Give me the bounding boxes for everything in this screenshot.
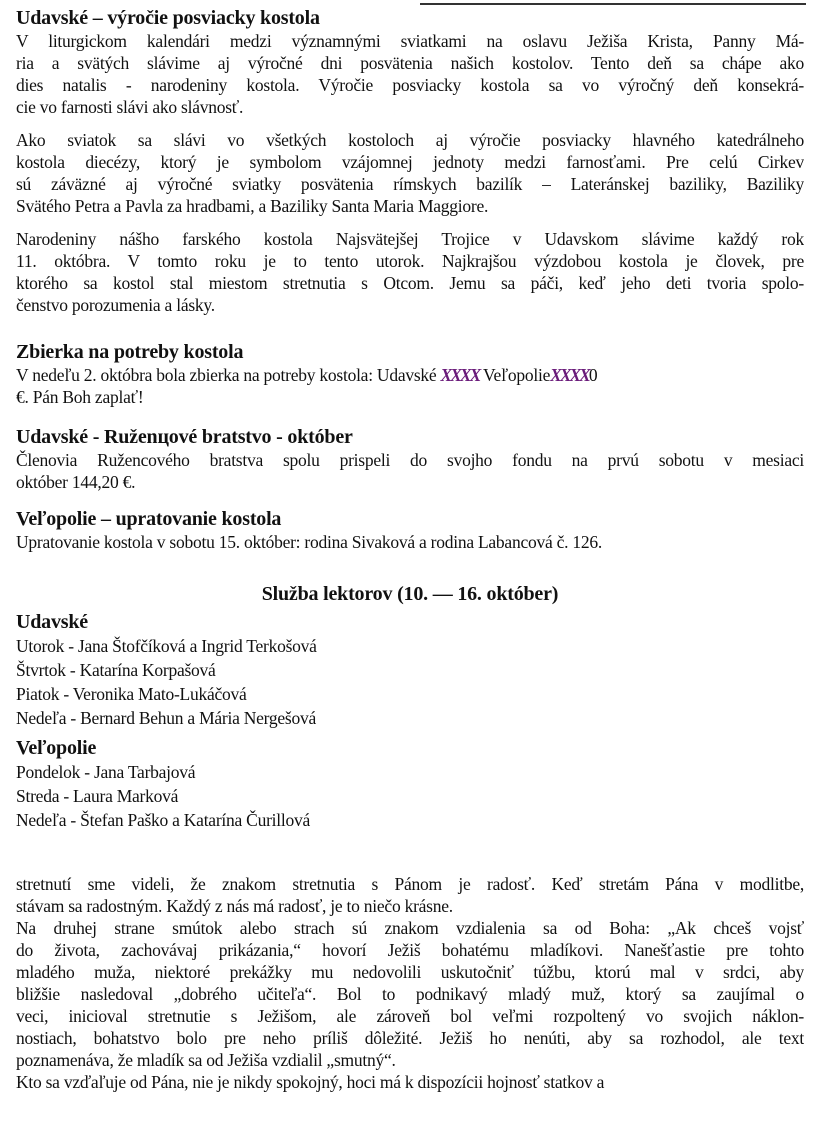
section-heading: Veľopolie – upratovanie kostola xyxy=(16,508,282,530)
paragraph-line: ktorého sa kostol stal miestom stretnutia s Otcom. Jemu sa páči, keď jeho deti tvoria spolo- xyxy=(16,273,804,293)
paragraph xyxy=(16,873,804,917)
paragraph-line: bližšie nasledoval „dobrého učiteľa“. Bol to podnikavý mladý muž, ktorý sa zaujímal o xyxy=(16,984,804,1004)
section-lectors xyxy=(16,582,804,832)
lector-item: Streda - Laura Marková xyxy=(16,786,179,806)
paragraph-line: cie vo farnosti slávi ako slávnosť. xyxy=(16,97,244,117)
paragraph-line: do života, zachovávaj prikázania,“ hovorí Ježiš bohatému mladíkovi. Nanešťastie pre tohto xyxy=(16,940,804,960)
paragraph-line: stávam sa radostným. Každý z nás má radosť, je to niečo krásne. xyxy=(16,896,453,916)
paragraph xyxy=(16,228,804,316)
section-heading: Zbierka na potreby kostola xyxy=(16,341,244,363)
paragraph-line: Svätého Petra a Pavla za hradbami, a Baziliky Santa Maria Maggiore. xyxy=(16,196,489,216)
paragraph xyxy=(16,1071,804,1093)
paragraph-line: 11. októbra. V tomto roku je to tento utorok. Najkrajšou výzdobou kostola je človek, pre xyxy=(16,251,804,271)
paragraph-line: Na druhej strane smútok alebo strach sú znakom vzdialenia sa od Boha: „Ak chceš vojsť xyxy=(16,918,804,938)
section-heading: Udavské – výročie posviacky kostola xyxy=(16,7,320,29)
lector-item: Štvrtok - Katarína Korpašová xyxy=(16,660,216,680)
lector-item: Nedeľa - Bernard Behun a Mária Nergešová xyxy=(16,708,316,728)
text: 0 xyxy=(588,365,598,385)
paragraph-line xyxy=(16,364,804,386)
paragraph xyxy=(16,30,804,118)
paragraph-line: €. Pán Boh zaplať! xyxy=(16,387,144,407)
paragraph xyxy=(16,129,804,217)
paragraph-line: poznamenáva, že mladík sa od Ježiša vzdialil „smutný“. xyxy=(16,1050,396,1070)
paragraph-line: Členovia Ružencového bratstva spolu prispeli do svojho fondu na prvú sobotu v mesiaci xyxy=(16,450,804,470)
paragraph-line: Narodeniny nášho farského kostola Najsvätejšej Trojice v Udavskom slávime každý rok xyxy=(16,229,804,249)
section-collection xyxy=(16,340,804,408)
text: Veľopolie xyxy=(479,365,551,385)
section-anniversary xyxy=(16,6,804,316)
continuation-text xyxy=(16,873,804,1093)
section-heading: Služba lektorov (10. — 16. október) xyxy=(261,583,559,605)
paragraph-line: nostiach, bohatstvo bolo pre neho príliš dôležité. Ježiš ho nenúti, aby sa rozhodol, ale text xyxy=(16,1028,804,1048)
group-heading: Udavské xyxy=(16,611,88,633)
text: V nedeľu 2. októbra bola zbierka na potreby kostola: Udavské xyxy=(16,365,441,385)
paragraph-line: ria a svätých slávime aj výročné dni posvätenia našich kostolov. Tento deň sa chápe ako xyxy=(16,53,804,73)
group-heading: Veľopolie xyxy=(16,737,97,759)
paragraph xyxy=(16,917,804,1071)
section-rosary xyxy=(16,425,804,493)
section-heading: Udavské - Ruženцové bratstvo - október xyxy=(16,426,353,448)
lector-item: Utorok - Jana Štofčíková a Ingrid Terkošová xyxy=(16,636,317,656)
paragraph-line: V liturgickom kalendári medzi významnými sviatkami na oslavu Ježiša Krista, Panny Má- xyxy=(16,31,804,51)
lector-item: Pondelok - Jana Tarbajová xyxy=(16,762,196,782)
header-rule xyxy=(420,3,806,5)
redaction-mark: XXXX xyxy=(440,365,480,385)
lector-item: Nedeľa - Štefan Paško a Katarína Čurillová xyxy=(16,810,311,830)
paragraph-line: sú záväzné aj výročné sviatky posvätenia rímskych bazilík – Lateránskej baziliky, Baziliky xyxy=(16,174,804,194)
paragraph-line: stretnutí sme videli, že znakom stretnutia s Pánom je radosť. Keď stretám Pána v modlitbe, xyxy=(16,874,804,894)
lector-item: Piatok - Veronika Mato-Lukáčová xyxy=(16,684,247,704)
redaction-mark: XXXX xyxy=(550,365,589,385)
paragraph-line: Ako sviatok sa slávi vo všetkých kostoloch aj výročie posviacky hlavného katedrálneho xyxy=(16,130,804,150)
paragraph-line: veci, inicioval stretnutie s Ježišom, ale zároveň bol veľmi rozpoltený vo svojich náklon- xyxy=(16,1006,804,1026)
section-cleaning xyxy=(16,507,804,553)
paragraph-line: október 144,20 €. xyxy=(16,472,136,492)
paragraph-line: mladého muža, niektoré prekážky mu nedovolili uskutočniť túžbu, ktorú mal v srdci, aby xyxy=(16,962,804,982)
paragraph-line: kostola diecézy, ktorý je symbolom vzájomnej jednoty medzi farnosťami. Pre celú Cirkev xyxy=(16,152,804,172)
paragraph-line: dies natalis - narodeniny kostola. Výročie posviacky kostola sa vo výročný deň konsekrá- xyxy=(16,75,804,95)
paragraph-line: Kto sa vzďaľuje od Pána, nie je nikdy spokojný, hoci má k dispozícii hojnosť statkov a xyxy=(16,1072,605,1092)
paragraph-line: čenstvo porozumenia a lásky. xyxy=(16,295,215,315)
paragraph-line: Upratovanie kostola v sobotu 15. október: rodina Sivaková a rodina Labancová č. 126. xyxy=(16,532,602,552)
